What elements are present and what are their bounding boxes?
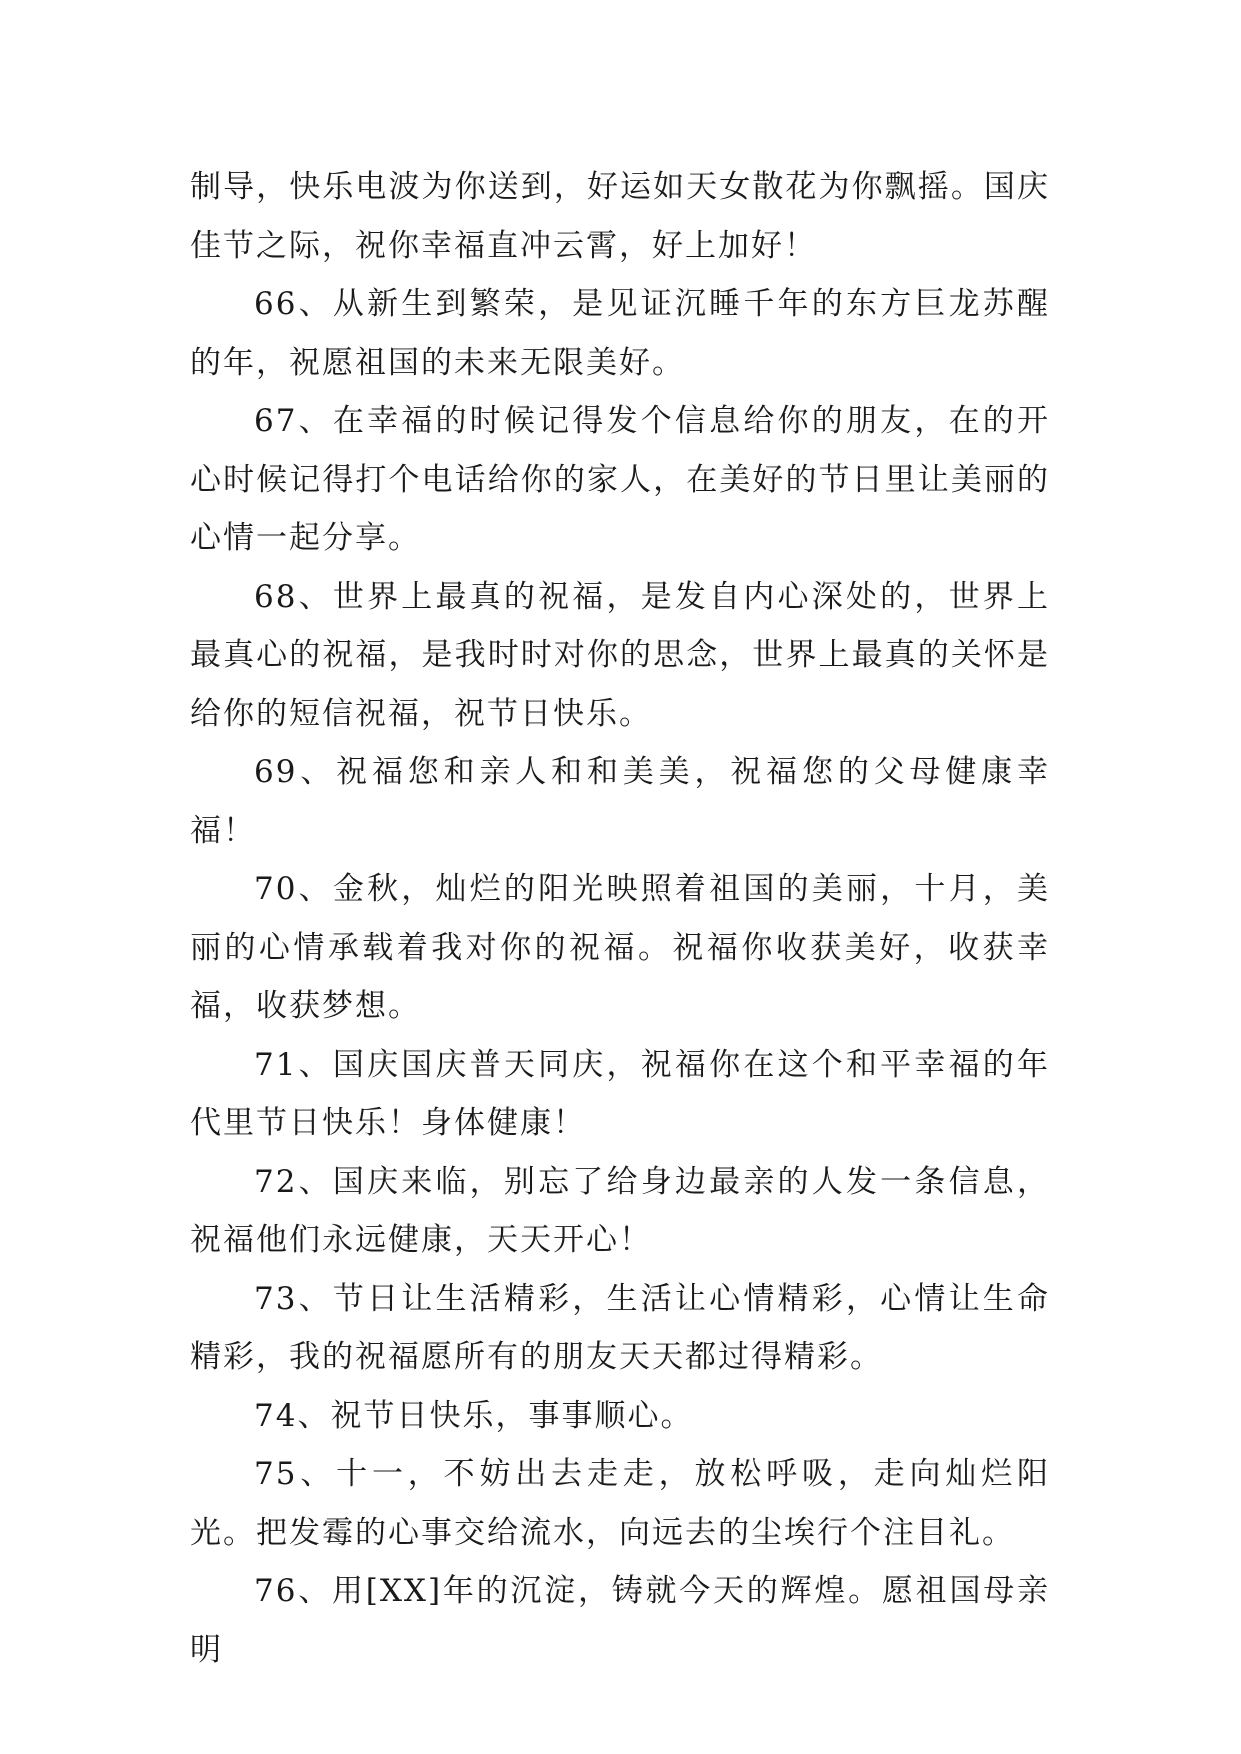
paragraph-70: 70、金秋，灿烂的阳光映照着祖国的美丽，十月，美丽的心情承载着我对你的祝福。祝福你收获美好，收获幸福，收获梦想。 [190, 871, 1050, 1024]
paragraph-68: 68、世界上最真的祝福，是发自内心深处的，世界上最真心的祝福，是我时时对你的思念，世界上最真的关怀是给你的短信祝福，祝节日快乐。 [190, 578, 1050, 732]
paragraph-72: 72、国庆来临，别忘了给身边最亲的人发一条信息，祝福他们永远健康，天天开心！ [190, 1163, 1050, 1258]
paragraph-73: 73、节日让生活精彩，生活让心情精彩，心情让生命精彩，我的祝福愿所有的朋友天天都过得精彩。 [190, 1280, 1050, 1375]
paragraph-69: 69、祝福您和亲人和和美美，祝福您的父母健康幸福！ [190, 754, 1050, 849]
paragraph-71: 71、国庆国庆普天同庆，祝福你在这个和平幸福的年代里节日快乐！身体健康！ [190, 1046, 1050, 1141]
paragraph-66: 66、从新生到繁荣，是见证沉睡千年的东方巨龙苏醒的年，祝愿祖国的未来无限美好。 [190, 286, 1050, 381]
paragraph-76: 76、用[XX]年的沉淀，铸就今天的辉煌。愿祖国母亲明 [190, 1573, 1050, 1668]
paragraph-75: 75、十一，不妨出去走走，放松呼吸，走向灿烂阳光。把发霉的心事交给流水，向远去的尘埃行个注目礼。 [190, 1456, 1050, 1551]
paragraph-67: 67、在幸福的时候记得发个信息给你的朋友，在的开心时候记得打个电话给你的家人，在美好的节日里让美丽的心情一起分享。 [190, 403, 1050, 556]
paragraph-continued: 制导，快乐电波为你送到，好运如天女散花为你飘摇。国庆佳节之际，祝你幸福直冲云霄，好上加好！ [190, 169, 1050, 264]
paragraph-74: 74、祝节日快乐，事事顺心。 [254, 1397, 694, 1434]
document-page [190, 158, 1050, 1679]
